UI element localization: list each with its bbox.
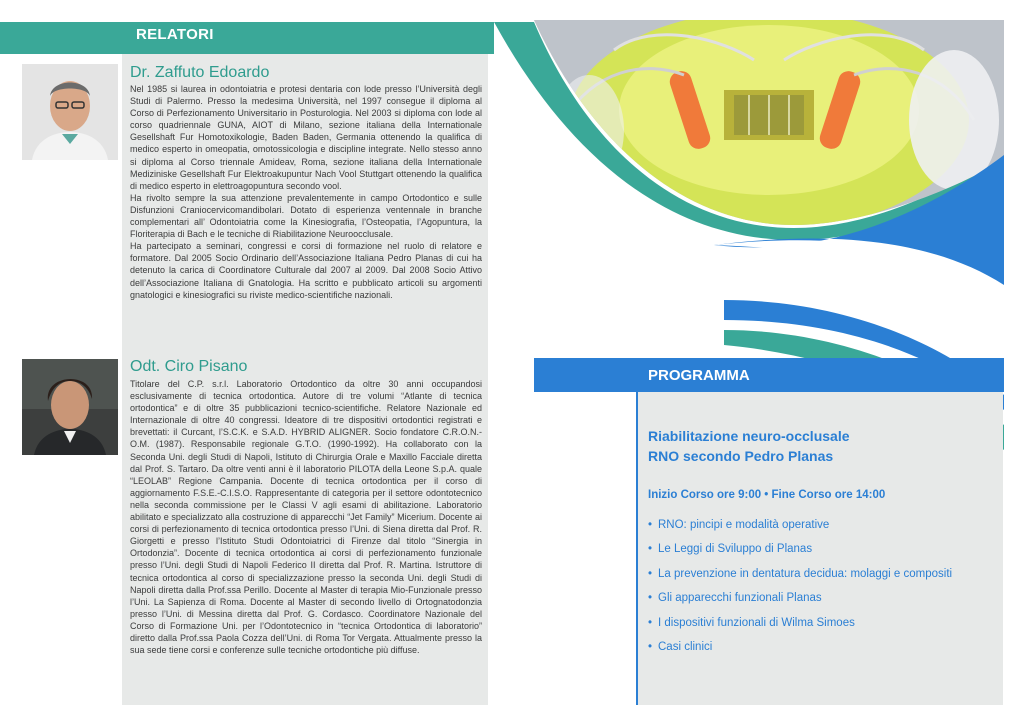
bio-paragraph: Nel 1985 si laurea in odontoiatria e protesi dentaria con lode presso l’Università degli Studi di Palermo. Presso la medesima Università, nel 1997 consegue il diploma al Corso di Perfezionamento Universitario in Posturologia. Nel 2003 si diploma con lode al corso quadriennale GUNA, AIOT di Milano, sezione italiana della Internationale Gesellshaft Fur Homotoxikologie, Baden Baden, Germania ottenendo la qualifica di medico esperto in omeopatia, omotossicologia e discipline integrate. Nello stesso anno si diploma al Corso triennale Amideav, Roma, sezione italiana della Internationale Mediziniske Gesellshaft Fur Elektroakupuntur Nach Vool Stuttgart ottenendo la qualifica di medico esperto in elettroagopuntura secondo vool. xyxy=(130,84,482,191)
course-title xyxy=(648,426,850,466)
list-item-label: I dispositivi funzionali di Wilma Simoes xyxy=(658,616,855,629)
course-title-line2: RNO secondo Pedro Planas xyxy=(648,448,834,464)
programma-title: PROGRAMMA xyxy=(648,367,750,384)
bullet-dot-icon: • xyxy=(648,519,653,531)
bio-paragraph: Titolare del C.P. s.r.l. Laboratorio Ortodontico da oltre 30 anni occupandosi esclusivamente di tecnica ortodontica. Autore di tre volumi “Atlante di tecnica ortodontica” e di oltre 35 pubblicazioni tecnico-scientifiche. Relatore Nazionale ed Internazionale di oltre 40 congressi. Ideatore di tre dispositivi ortodontici registrati e brevettati: il Curcant, l’S.C.K. e S.A.D. HYBRID ALIGNER. Socio fondatore C.R.O.N.-O.M. (1987). Responsabile regionale G.T.O. (1990-1992). Ha collaborato con la Seconda Uni. degli Studi di Napoli, Istituto di Chirurgia Orale e Maxillo Facciale diretta dal Prof. S. Tartaro. Da oltre venti anni è il laboratorio PILOTA della Leone S.p.A. quale “LEOLAB” Regione Campania. Docente di tecnica ortodontica per il corso di aggiornamento F.S.E.-C.I.S.O. Rappresentante di categoria per il settore odontotecnico nella seconda commissione per le Classi V agli esami di abilitazione. Laboratorio abilitato e specializzato alla costruzione di apparecchi “Jet Family” Micerium. Docente ai corsi di perfezionamento di tecnica ortodontica presso l’Uni. di Siena diretta dal Prof. R. Giorgetti e presso l’Istituto Studi Odontoiatrici di Firenze dal titolo “Sinergia in Ortodonzia”. Docente di tecnica ortodontica ai corsi di perfezionamento funzionale presso l’Uni. degli Studi di Napoli Federico II diretta dal Prof. R. Martina. Istruttore di tecnica ortodontica al corso di specializzazione presso la seconda Uni. degli Studi di Napoli diretta dalla Prof.ssa Perillo. Docente al Master di terapia Mio-Funzionale presso l’Uni. La Sapienza di Roma. Docente al Master di secondo livello di Ortognatodonzia presso l’Uni. di Messina diretta dal Prof. G. Cordasco. Coordinatore Nazionale del Corso di Formazione Uni. per l’Odontotecnico in “tecnica Ortodontica di laboratorio” diretto dalla Prof.ssa Paola Cozza dell’Uni. di Roma Tor Vergata. Attualmente presso la sua sede tiene corsi e conferenze sulle tecniche ortodontiche più diffuse. xyxy=(130,379,482,656)
bullet-dot-icon: • xyxy=(648,592,653,605)
bio-paragraph: Ha rivolto sempre la sua attenzione prevalentemente in campo Ortodontico e sulle Disfunzioni Craniocervicomandibolari. Dotato di esperienza ventennale in branche complementari all’ Odontoiatria come la Kinesiografia, l’Osteopatia, l’Agopuntura, la Floriterapia di Bach e le tecniche di Riabilitazione Neuroocclusale. xyxy=(130,192,482,240)
programma-divider xyxy=(636,392,638,705)
list-item xyxy=(648,590,952,614)
speaker-photo-zaffuto xyxy=(22,64,118,160)
course-time: Inizio Corso ore 9:00 • Fine Corso ore 14:00 xyxy=(648,489,886,501)
bullet-dot-icon: • xyxy=(648,616,653,629)
bullet-dot-icon: • xyxy=(648,543,653,556)
list-item-label: Casi clinici xyxy=(658,640,713,653)
list-item-label: RNO: pincipi e modalità operative xyxy=(658,519,830,531)
list-item xyxy=(648,566,952,590)
list-item xyxy=(648,517,952,541)
speaker-bio-zaffuto xyxy=(130,83,482,301)
bio-paragraph: Ha partecipato a seminari, congressi e corsi di formazione nel ruolo di relatore e formatore. Dal 2005 Socio Ordinario dell’Associazione Italiana Pedro Planas di cui ha detenuto la carica di Coordinatore Culturale dal 2007 al 2009. Dal 2008 Socio Attivo dell’Associazione Italiana di Gnatologia. Ha scritto e pubblicato articoli su argomenti gnatologici e kinesiografici su riviste medico-scientifiche nazionali. xyxy=(130,241,482,300)
course-title-line1: Riabilitazione neuro-occlusale xyxy=(648,428,850,444)
programma-list xyxy=(648,517,952,663)
speaker-bio-pisano xyxy=(130,378,482,656)
list-item xyxy=(648,541,952,565)
speaker-name-zaffuto: Dr. Zaffuto Edoardo xyxy=(130,64,270,81)
list-item-label: Le Leggi di Sviluppo di Planas xyxy=(658,543,813,556)
programma-header-band xyxy=(534,358,1004,392)
relatori-header-band xyxy=(0,22,494,54)
list-item xyxy=(648,639,952,663)
list-item-label: Gli apparecchi funzionali Planas xyxy=(658,592,822,605)
list-item xyxy=(648,615,952,639)
bullet-dot-icon: • xyxy=(648,567,653,580)
speaker-photo-pisano xyxy=(22,359,118,455)
speaker-name-pisano: Odt. Ciro Pisano xyxy=(130,358,248,375)
bullet-dot-icon: • xyxy=(648,640,653,653)
list-item-label: La prevenzione in dentatura decidua: molaggi e compositi xyxy=(658,567,953,580)
relatori-title: RELATORI xyxy=(136,26,214,43)
